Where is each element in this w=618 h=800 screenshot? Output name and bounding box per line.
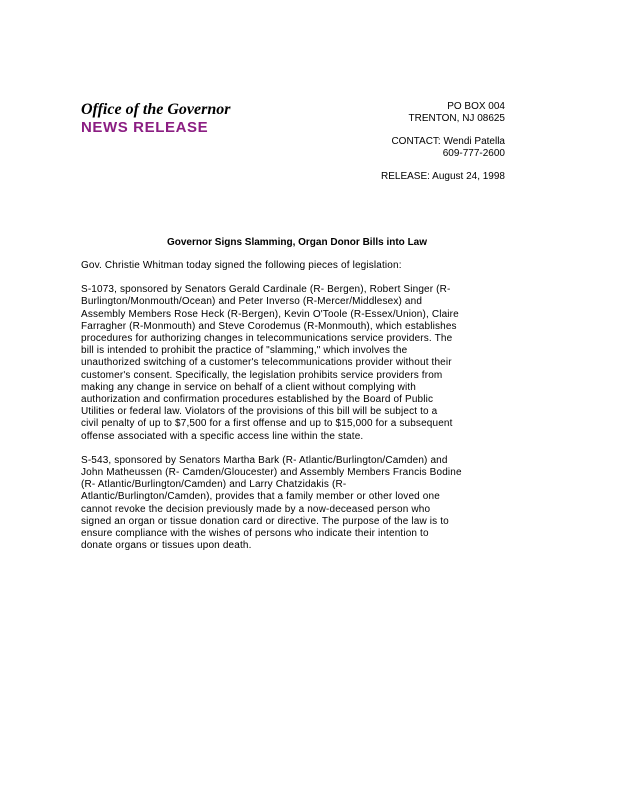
paragraph-line: donate organs or tissues upon death. [81, 540, 252, 552]
contact-name: CONTACT: Wendi Patella [391, 136, 505, 147]
paragraph-line: unauthorized switching of a customer's telecommunications provider without their [81, 357, 452, 369]
paragraph-line: Utilities or federal law. Violators of the provisions of this bill will be subject to a [81, 406, 438, 418]
address-line-2: TRENTON, NJ 08625 [408, 113, 505, 124]
paragraph-line: Burlington/Monmouth/Ocean) and Peter Inverso (R-Mercer/Middlesex) and [81, 296, 423, 308]
paragraph-line: signed an organ or tissue donation card or directive. The purpose of the law is to [81, 515, 449, 527]
paragraph-line: Assembly Members Rose Heck (R-Bergen), Kevin O'Toole (R-Essex/Union), Claire [81, 308, 459, 320]
contact-phone: 609-777-2600 [442, 148, 505, 159]
paragraph-line: ensure compliance with the wishes of persons who indicate their intention to [81, 528, 429, 540]
paragraph-line: (R- Atlantic/Burlington/Camden) and Larry Chatzidakis (R- [81, 479, 347, 491]
paragraph-line: offense associated with a specific access line within the state. [81, 430, 364, 442]
paragraph-line: Gov. Christie Whitman today signed the following pieces of legislation: [81, 260, 402, 271]
address-line-1: PO BOX 004 [447, 101, 505, 112]
s1073-paragraph [81, 284, 526, 443]
contact-block [381, 101, 505, 183]
news-release-label: NEWS RELEASE [81, 119, 209, 136]
paragraph-line: making any change in service on behalf of a client without complying with [81, 381, 417, 393]
paragraph-line: authorization and confirmation procedures established by the Board of Public [81, 394, 434, 406]
paragraph-line: John Matheussen (R- Camden/Gloucester) and Assembly Members Francis Bodine [81, 467, 462, 479]
release-date: RELEASE: August 24, 1998 [381, 171, 505, 182]
paragraph-line: civil penalty of up to $7,500 for a first offense and up to $15,000 for a subsequent [81, 418, 453, 430]
paragraph-line: Farragher (R-Monmouth) and Steve Corodemus (R-Monmouth), which establishes [81, 320, 457, 332]
s543-paragraph [81, 455, 526, 553]
intro-paragraph [81, 260, 526, 272]
office-title: Office of the Governor [81, 101, 231, 118]
paragraph-line: cannot revoke the decision previously made by a now-deceased person who [81, 503, 431, 515]
paragraph-line: bill is intended to prohibit the practice of "slamming," which involves the [81, 345, 408, 357]
paragraph-line: Atlantic/Burlington/Camden), provides that a family member or other loved one [81, 491, 440, 503]
paragraph-line: S-1073, sponsored by Senators Gerald Cardinale (R- Bergen), Robert Singer (R- [81, 284, 451, 296]
paragraph-line: S-543, sponsored by Senators Martha Bark (R- Atlantic/Burlington/Camden) and [81, 454, 448, 466]
paragraph-line: customer's consent. Specifically, the legislation prohibits service providers from [81, 369, 443, 381]
release-body [81, 260, 526, 564]
headline: Governor Signs Slamming, Organ Donor Bills into Law [166, 237, 428, 248]
paragraph-line: procedures for authorizing changes in telecommunications service providers. The [81, 333, 453, 345]
